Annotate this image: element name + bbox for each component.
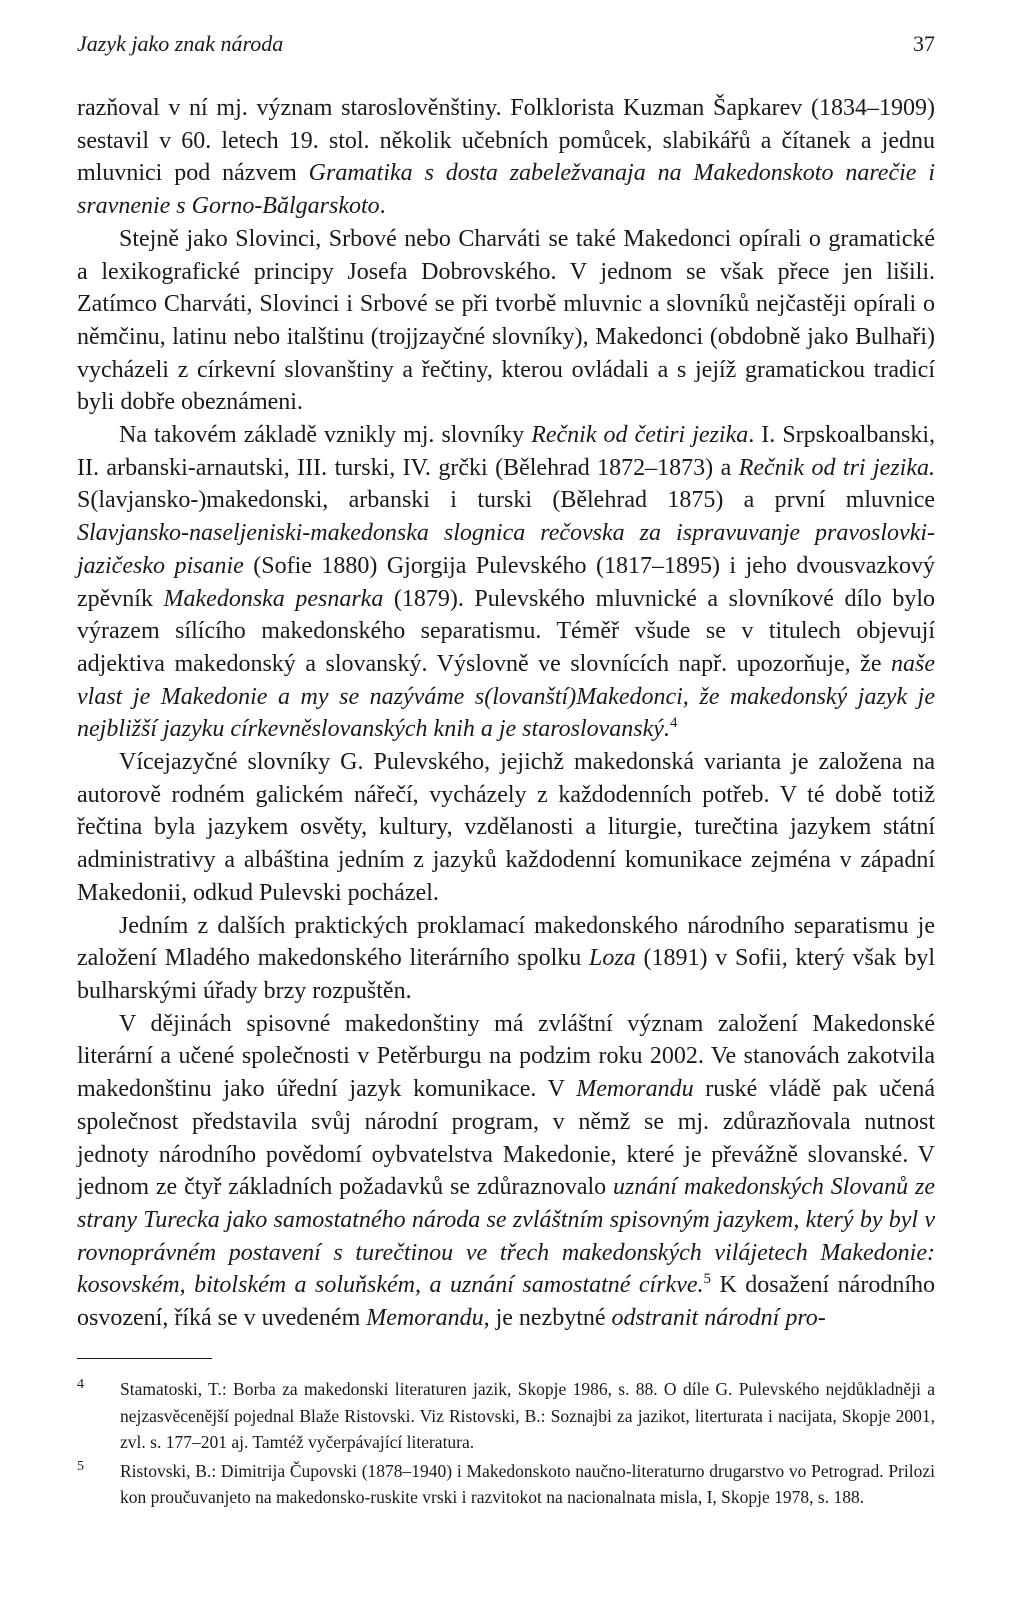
p5-text-1: Jedním z dalších praktických proklamací makedonského národního separatismu je založení Mladého makedonského literárního spolku [77, 912, 935, 972]
p6-text-1: V dějinách spisovné makedonštiny má zvláštní význam založení Makedonské literární a učené společnosti v Petěrburgu na podzim roku 2002. Ve stanovách zakotvila makedonštinu jako úřední jazyk komunikace. V [77, 1010, 935, 1103]
paragraph-1 [77, 92, 935, 223]
p3-italic-4: Makedonska pesnarka [163, 585, 384, 612]
p5-text-2: (1891) v Sofii, který však byl bulharskými úřady brzy rozpuštěn. [77, 945, 935, 1004]
page-number: 37 [913, 31, 935, 56]
paragraph-6 [77, 1008, 935, 1335]
p2-text-1: Stejně jako Slovinci, Srbové nebo Charváti se také Makedonci opírali o gramatické a lexikografické principy Josefa Dobrovského. V jednom se však přece jen lišili. Zatímco Charváti, Slovinci i Srbové se při tvorbě mluvnic a slovníků nejčastěji opírali o němčinu, latinu nebo italštinu (trojjzayčné slovníky), Makedonci (obdobně jako Bulhaři) vycházeli z církevní slovanštiny a řečtiny, kterou ovládali a s jejíž gramatickou tradicí byli dobře obeznámeni. [77, 225, 935, 416]
p3-text-3: S(lavjansko-)makedonski, arbanski i turski (Bělehrad 1875) a první mluvnice [77, 487, 935, 514]
p4-text-1: Vícejazyčné slovníky G. Pulevského, jejichž makedonská varianta je založena na autorově rodném galickém nářečí, vycházely z každodenních potřeb. V té době totiž řečtina byla jazykem osvěty, kultury, vzdělanosti a liturgie, turečtina jazykem státní administrativy a albáština jedním z jazyků každodenní komunikace zejména v západní Makedonii, odkud Pulevski pocházel. [77, 749, 935, 906]
p6-italic-2: uznání makedonských Slovanů ze strany Turecka jako samostatného národa se zvláštním spisovným jazykem, který by byl v rovnoprávném postavení s turečtinou ve třech makedonských vilájetech Makedonie: kosovském, bitolském a soluňském, a uznání samostatné církve. [77, 1174, 935, 1299]
footnote-5 [77, 1458, 935, 1511]
running-title: Jazyk jako znak národa [77, 31, 284, 56]
p6-text-2: ruské vládě pak učená společnost představila svůj národní program, v němž se mj. zdůrazňovala nutnost jednoty národního povědomí oybvatelstva Makedonie, které je převážně slovanské. V jednom ze čtyř základních požadavků se zdůraznovalo [77, 1076, 935, 1201]
paragraph-5 [77, 910, 935, 1008]
footnote-ref-4[interactable]: 4 [669, 715, 678, 732]
p5-italic-1: Loza [589, 945, 636, 972]
page-header [77, 30, 935, 58]
p1-italic-title: Gramatika s dosta zabeležvanaja na Makedonskoto narečie i sravnenie s Gorno-Bălgarskoto [77, 160, 936, 220]
p3-italic-2: Rečnik od tri jezika. [738, 454, 935, 481]
paragraph-4 [77, 746, 935, 910]
paragraph-3 [77, 419, 935, 746]
footnote-ref-5[interactable]: 5 [703, 1271, 711, 1288]
footnote-4 [77, 1376, 935, 1456]
p6-text-3: K dosažení národního osvození, říká se v uvedeném [77, 1272, 935, 1332]
footnote-5-text: Ristovski, B.: Dimitrija Čupovski (1878–1940) i Makedonskoto naučno-literaturno drugarstvo vo Petrograd. Prilozi kon proučuvanjeto na makedonsko-ruskite vrski i razvitokot na nacionalnata misla, I, Skopje 1978, s. 188. [120, 1460, 935, 1507]
p3-text-5: (1879). Pulevského mluvnické a slovníkové dílo bylo výrazem sílícího makedonského separatismu. Téměř všude se v titulech objevují adjektiva makedonský a slovanský. Výslovně ve slovnících např. upozorňuje, že [77, 585, 935, 677]
p6-text-4: je nezbytné [489, 1305, 612, 1332]
footnote-divider [77, 1358, 212, 1359]
p3-text-4: (Sofie 1880) Gjorgija Pulevského (1817–1895) i jeho dvousvazkový zpěvník [77, 552, 935, 612]
p3-italic-3: Slavjansko-naseljeniski-makedonska slognica rečovska za ispravuvanje pravoslovki-jazičesko pisanie [77, 520, 935, 579]
p1-text-1: razňoval v ní mj. význam staroslověnštiny. Folklorista Kuzman Šapkarev (1834–1909) sestavil v 60. letech 19. stol. několik učebních pomůcek, slabikářů a čítanek a jednu mluvnici pod názvem [77, 95, 935, 187]
footnotes [77, 1376, 935, 1513]
footnote-4-mark: 4 [77, 1377, 84, 1392]
p6-italic-4: odstranit národní pro- [611, 1305, 826, 1332]
footnote-4-text: Stamatoski, T.: Borba za makedonski literaturen jazik, Skopje 1986, s. 88. O díle G. Pulevského nejdůkladněji a nejzasvěcenější pojednal Blaže Ristovski. Viz Ristovski, B.: Soznajbi za jazikot, literturata i nacijata, Skopje 2001, zvl. s. 177–201 aj. Tamtéž vyčerpávající literatura. [120, 1379, 935, 1452]
paragraph-2 [77, 223, 935, 419]
footnote-5-mark: 5 [77, 1458, 84, 1474]
main-text [77, 92, 935, 1335]
p3-italic-5: naše vlast je Makedonie a my se nazýváme s(lovanští)Makedonci, že makedonský jazyk je nejbližší jazyku církevněslovanských knih a je staroslovanský. [77, 650, 935, 743]
p3-text-2: . I. Srpskoalbanski, II. arbanski-arnautski, III. turski, IV. grčki (Bělehrad 1872–1873) a [77, 422, 935, 481]
p3-italic-1: Rečnik od četiri jezika [531, 422, 749, 449]
p1-text-2: . [379, 193, 386, 220]
p3-text-1: Na takovém základě vznikly mj. slovníky [119, 422, 532, 449]
p6-italic-1: Memorandu [576, 1076, 694, 1103]
p6-italic-3: Memorandu, [366, 1305, 490, 1332]
